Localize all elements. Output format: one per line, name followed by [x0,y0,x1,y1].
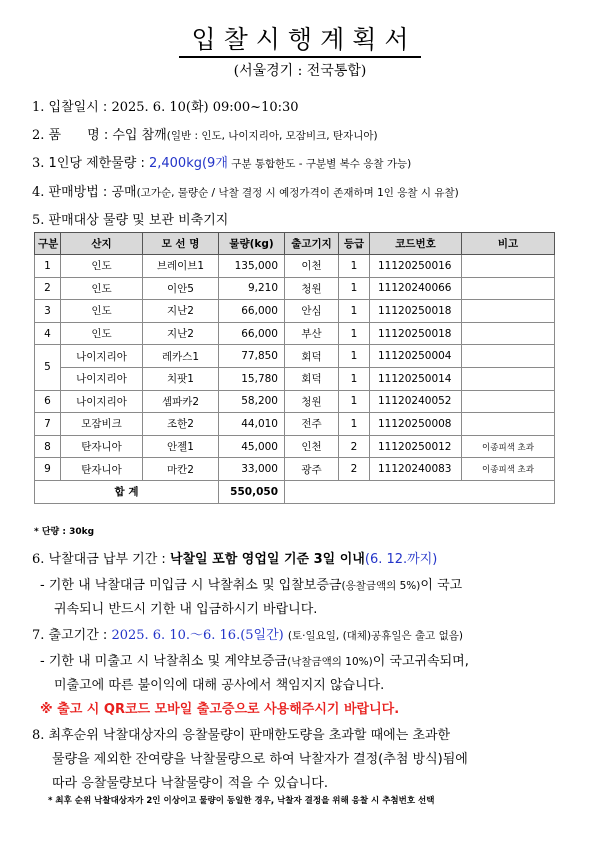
cell-ship: 이안5 [143,277,219,300]
cell-grade: 1 [339,300,370,323]
table-row [35,458,555,481]
cell-grade: 1 [339,367,370,390]
cell-grade: 2 [339,435,370,458]
cell-note: 이종피색 초과 [462,458,555,481]
header-category: 구분 [35,233,61,255]
table-row [35,300,555,323]
cell-grade: 1 [339,390,370,413]
bottom-footnote: * 최후 순위 낙찰대상자가 2인 이상이고 물량이 동일한 경우, 낙찰자 결정을 위해 응찰 시 추첨번호 선택 [48,796,435,806]
cell-code: 11120250018 [370,300,462,323]
cell-base: 안심 [285,300,339,323]
header-warehouse: 출고기지 [285,233,339,255]
item-7-sub-a [40,650,469,669]
cell-ship: 셈파카2 [143,390,219,413]
cell-grade: 1 [339,322,370,345]
item-3-number: 3. [32,156,45,171]
cell-code: 11120240066 [370,277,462,300]
cell-note [462,277,555,300]
cell-qty: 66,000 [219,300,285,323]
header-quantity: 물량(kg) [219,233,285,255]
cell-note [462,413,555,436]
table-row [35,345,555,368]
item-5-number: 5. [32,213,45,228]
header-origin: 산지 [61,233,143,255]
qr-warning: ※ 출고 시 QR코드 모바일 출고증으로 사용해주시기 바랍니다. [40,702,400,717]
table-row [35,255,555,278]
item-2-label: 품 명 [48,128,100,143]
cell-no: 9 [35,458,61,481]
cell-qty: 15,780 [219,367,285,390]
item-7-label: 출고기간 : [48,628,108,643]
item-8-number: 8. [32,728,45,743]
cell-no: 1 [35,255,61,278]
cell-no: 8 [35,435,61,458]
item-1-bid-datetime [32,96,299,115]
item-7-number: 7. [32,628,45,643]
item-4-detail: (고가순, 물량순 / 낙찰 결정 시 예정가격이 존재하며 1인 응찰 시 유찰) [136,187,459,199]
cell-grade: 2 [339,458,370,481]
item-7-sub-b: 미출고에 따른 불이익에 대해 공사에서 책임지지 않습니다. [54,678,385,693]
header-remarks: 비고 [462,233,555,255]
table-row [35,390,555,413]
cell-code: 11120250016 [370,255,462,278]
cell-ship: 지난2 [143,300,219,323]
table-row [35,435,555,458]
cell-qty: 45,000 [219,435,285,458]
cell-base: 청원 [285,277,339,300]
cell-origin: 나이지리아 [61,390,143,413]
cell-ship: 브레이브1 [143,255,219,278]
table-row [35,322,555,345]
cell-grade: 1 [339,413,370,436]
cell-ship: 안젤1 [143,435,219,458]
item-8-final-bidder [32,724,450,743]
cell-no: 7 [35,413,61,436]
cell-qty: 44,010 [219,413,285,436]
total-label: 합 계 [35,480,219,503]
cell-ship: 레카스1 [143,345,219,368]
item-6-value: 낙찰일 포함 영업일 기준 3일 이내 [169,552,365,567]
cell-base: 회덕 [285,367,339,390]
cell-ship: 치팟1 [143,367,219,390]
cell-base: 청원 [285,390,339,413]
item-7-shipping-period [32,624,463,643]
cell-note [462,255,555,278]
cell-no: 3 [35,300,61,323]
item-1-number: 1. [32,100,45,115]
item-2-detail: (일반 : 인도, 나이지리아, 모잠비크, 탄자니아) [166,130,378,142]
item-4-sales-method [32,181,459,200]
item-3-value: 2,400kg(9개 [148,156,228,171]
item-1-separator: : [102,100,108,115]
cell-grade: 1 [339,277,370,300]
item-6-sub-a-text: - 기한 내 낙찰대금 미입금 시 낙찰취소 및 입찰보증금 [40,578,342,593]
item-7-sub-a-small: (낙찰금액의 10%) [287,656,373,668]
cell-note [462,367,555,390]
item-6-date: (6. 12.까지) [364,552,438,567]
item-4-value: 공매 [111,185,137,200]
cell-grade: 1 [339,345,370,368]
cell-note: 이종피색 초과 [462,435,555,458]
header-grade: 등급 [339,233,370,255]
item-7-sub-a-end: 이 국고귀속되며, [372,654,469,669]
sales-target-table [34,232,555,504]
item-5-label: 판매대상 물량 및 보관 비축기지 [48,213,229,228]
cell-qty: 33,000 [219,458,285,481]
cell-ship: 지난2 [143,322,219,345]
cell-origin: 나이지리아 [61,367,143,390]
table-header-row [35,233,555,255]
cell-origin: 인도 [61,322,143,345]
cell-base: 인천 [285,435,339,458]
cell-code: 11120240052 [370,390,462,413]
cell-base: 전주 [285,413,339,436]
cell-code: 11120250018 [370,322,462,345]
document-subtitle: (서울경기 : 전국통합) [233,63,367,79]
item-1-label: 입찰일시 [48,100,99,115]
cell-note [462,322,555,345]
item-8-line-1: 최후순위 낙찰대상자의 응찰물량이 판매한도량을 초과할 때에는 초과한 [48,728,451,743]
cell-origin: 인도 [61,277,143,300]
cell-code: 11120250008 [370,413,462,436]
item-8-line-2: 물량을 제외한 잔여량을 낙찰물량으로 하여 낙찰자가 결정(추첨 방식)됨에 [52,752,468,767]
document-title [0,20,600,56]
item-6-payment-period [32,548,437,567]
item-5-sales-target [32,209,228,228]
header-code: 코드번호 [370,233,462,255]
cell-qty: 135,000 [219,255,285,278]
cell-qty: 66,000 [219,322,285,345]
cell-note [462,390,555,413]
item-4-number: 4. [32,185,45,200]
cell-ship: 마칸2 [143,458,219,481]
cell-qty: 77,850 [219,345,285,368]
cell-code: 11120250012 [370,435,462,458]
cell-origin: 탄자니아 [61,458,143,481]
cell-code: 11120250004 [370,345,462,368]
cell-base: 광주 [285,458,339,481]
cell-origin: 인도 [61,300,143,323]
table-row [35,413,555,436]
cell-origin: 탄자니아 [61,435,143,458]
cell-base: 회덕 [285,345,339,368]
cell-base: 이천 [285,255,339,278]
cell-qty: 9,210 [219,277,285,300]
total-qty: 550,050 [219,480,285,503]
cell-note [462,345,555,368]
table-row [35,367,555,390]
item-4-separator: : [102,185,108,200]
item-7-value: 2025. 6. 10.～6. 16.(5일간) [111,628,284,643]
cell-note [462,300,555,323]
item-2-separator: : [103,128,109,143]
cell-origin: 모잠비크 [61,413,143,436]
item-3-label: 1인당 제한물량 [48,156,137,171]
cell-qty: 58,200 [219,390,285,413]
item-6-sub-a-end: 이 국고 [420,578,463,593]
item-6-sub-b: 귀속되니 반드시 기한 내 입금하시기 바랍니다. [54,602,318,617]
item-2-product-name [32,124,378,143]
item-7-sub-a-text: - 기한 내 미출고 시 낙찰취소 및 계약보증금 [40,654,288,669]
cell-no: 6 [35,390,61,413]
item-2-number: 2. [32,128,45,143]
document-title-text: 입찰시행계획서 [179,25,420,58]
unit-note: * 단량 : 30kg [34,527,95,537]
item-4-label: 판매방법 [48,185,99,200]
item-3-detail: 구분 통합한도 - 구분별 복수 응찰 가능) [227,158,412,170]
item-3-separator: : [140,156,145,171]
cell-origin: 나이지리아 [61,345,143,368]
cell-no: 2 [35,277,61,300]
cell-no: 5 [35,345,61,390]
cell-code: 11120250014 [370,367,462,390]
item-6-sub-a [40,574,462,593]
item-3-purchase-limit [32,152,411,171]
item-1-value: 2025. 6. 10(화) 09:00~10:30 [111,100,299,115]
total-blank [285,480,555,503]
cell-origin: 인도 [61,255,143,278]
item-8-line-3: 따라 응찰물량보다 낙찰물량이 적을 수 있습니다. [52,776,328,791]
item-7-detail: (토·일요일, (대체)공휴일은 출고 없음) [287,630,463,642]
cell-ship: 조한2 [143,413,219,436]
header-ship-name: 모 선 명 [143,233,219,255]
item-6-number: 6. [32,552,45,567]
item-6-label: 낙찰대금 납부 기간 : [48,552,166,567]
table-total-row [35,480,555,503]
item-6-sub-a-small: (응찰금액의 5%) [341,580,421,592]
cell-grade: 1 [339,255,370,278]
cell-code: 11120240083 [370,458,462,481]
cell-base: 부산 [285,322,339,345]
cell-no: 4 [35,322,61,345]
table-row [35,277,555,300]
item-2-value: 수입 참깨 [112,128,167,143]
